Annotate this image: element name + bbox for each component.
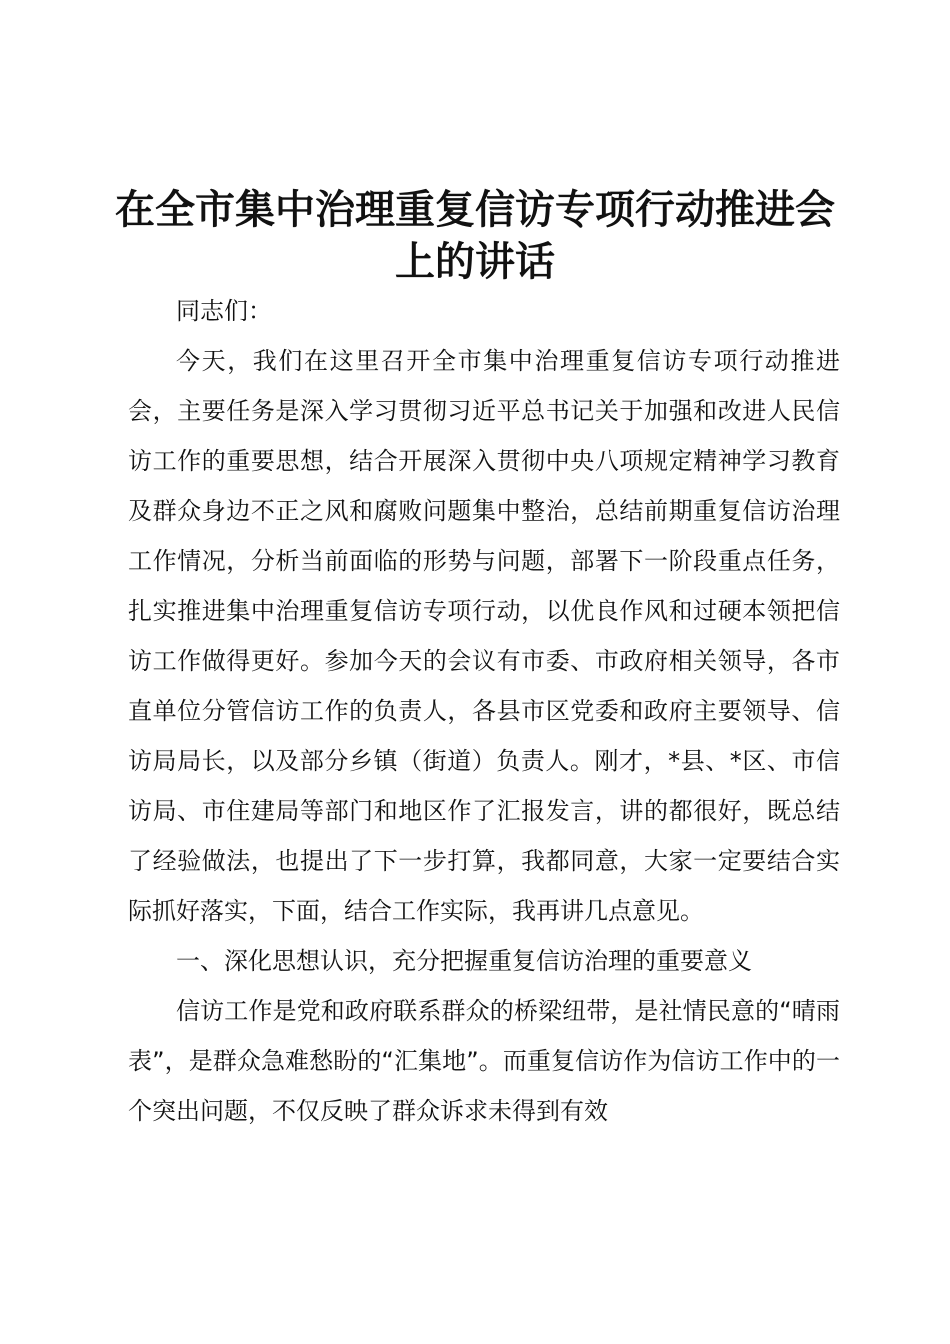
document-title: 在全市集中治理重复信访专项行动推进会上的讲话 [115,186,835,285]
opening-paragraph: 今天，我们在这里召开全市集中治理重复信访专项行动推进会，主要任务是深入学习贯彻习近平总书记关于加强和改进人民信访工作的重要思想，结合开展深入贯彻中央八项规定精神学习教育及群众身边不正之风和腐败问题集中整治，总结前期重复信访治理工作情况，分析当前面临的形势与问题，部署下一阶段重点任务，扎实推进集中治理重复信访专项行动，以优良作风和过硬本领把信访工作做得更好。参加今天的会议有市委、市政府相关领导，各市直单位分管信访工作的负责人，各县市区党委和政府主要领导、信访局局长，以及部分乡镇（街道）负责人。刚才，*县、*区、市信访局、市住建局等部门和地区作了汇报发言，讲的都很好，既总结了经验做法，也提出了下一步打算，我都同意，大家一定要结合实际抓好落实，下面，结合工作实际，我再讲几点意见。 [128,347,840,925]
section-heading: 一、深化思想认识，充分把握重复信访治理的重要意义 [176,947,752,975]
section-paragraph: 信访工作是党和政府联系群众的桥梁纽带，是社情民意的“晴雨表”，是群众急难愁盼的“汇集地”。而重复信访作为信访工作中的一个突出问题，不仅反映了群众诉求未得到有效 [128,997,840,1125]
greeting: 同志们： [176,297,272,325]
document-body [128,286,840,1136]
